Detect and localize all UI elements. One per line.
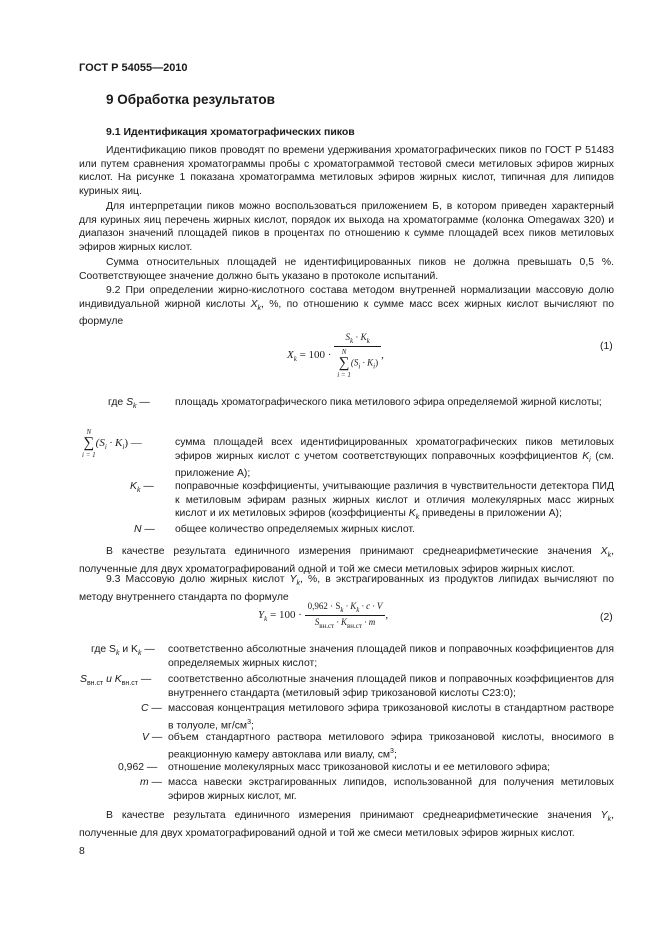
paragraph-interpretation: Для интерпретации пиков можно воспользоваться приложением Б, в котором приведен характерный для куриных яиц перечень жирных кислот, порядок их выхода на хроматограмме (колонка Omegawax 320) и диапазон значений площадей пиков в процентах по отношению к сумме площадей всех пиков метиловых эфиров жирных кислот. xyxy=(79,201,614,253)
sum-symbol: N ∑ i = 1 xyxy=(337,347,351,379)
paragraph-result-1: В качестве результата единичного измерения принимают среднеарифметические значения $X_k$, полученные для двух хроматографирований одной и той же смеси метиловых эфиров жирных кислот. xyxy=(79,546,614,575)
paragraph-unidentified: Сумма относительных площадей не идентифицированных пиков не должна превышать 0,5 %. Соответствующее значение должно быть указано в протоколе испытаний. xyxy=(79,257,614,282)
formula-1-fraction: $S_k \cdot K_k$ N ∑ i = 1 $(S_i \cdot K_i)$ xyxy=(334,332,381,379)
definition-n: N — общее количество определяемых жирных кислот. xyxy=(134,524,415,535)
section-title: 9 Обработка результатов xyxy=(106,92,275,107)
subsection-title: 9.1 Идентификация хроматографических пиков xyxy=(106,126,355,138)
definition-sk-kk: где $S_k$ и $K_k$ — соответственно абсолютные значения площадей пиков и поправочных коэффициентов для определяемых жирных кислот; xyxy=(91,644,614,669)
formula-2-fraction: $\frac{0,962 \cdot S_k \cdot K_k \cdot c \cdot V}{S_{вн.ст} \cdot K_{вн.ст} \cdot m}$ xyxy=(305,601,386,630)
definition-kk: $K_k$ — поправочные коэффициенты, учитывающие различия в чувствительности детектора ПИД к метиловым эфирам разных жирных кислот и отличия молекулярных масс жирных кислот и их метиловых эфиров (коэффициенты $K_k$ приведены в приложении А); xyxy=(130,481,614,522)
paragraph-result-2: В качестве результата единичного измерения принимают среднеарифметические значения $Y_k$, полученные для двух хроматографирований одной и той же смеси метиловых эфиров жирных кислот. xyxy=(79,810,614,839)
paragraph-internal-standard: 9.3 Массовую долю жирных кислот $Y_k$, %, в экстрагированных из продуктов липидах вычисляют по методу внутреннего стандарта по формуле xyxy=(79,574,614,603)
definition-sum: N ∑ i = 1 $(S_i \cdot K_i)$ — сумма площадей всех идентифицированных хроматографических пиков метиловых эфиров жирных кислот с учетом соответствующих поправочных коэффициентов $K_i$ (см. приложение А); xyxy=(82,428,614,480)
paragraph-identification: Идентификацию пиков проводят по времени удерживания хроматографических пиков по ГОСТ Р 51483 или путем сравнения хроматограммы пробы с хроматограммой тестовой смеси метиловых эфиров жирных кислот. На рисунке 1 показана хроматограмма метиловых эфиров жирных кислот, типичная для липидов куриных яиц. xyxy=(79,145,614,197)
equation-number-1: (1) xyxy=(600,341,613,352)
page-number: 8 xyxy=(79,846,85,857)
standard-header: ГОСТ Р 54055—2010 xyxy=(79,62,188,74)
definition-s-k-internal: $S_{вн.ст}$ и $K_{вн.ст}$ — соответственно абсолютные значения площадей пиков и поправочных коэффициентов для внутреннего стандарта (метиловый эфир трикозановой кислоты С23:0); xyxy=(80,674,614,699)
formula-2: $Y_k = 100$ · $\frac{0,962 \cdot S_k \cdot K_k \cdot c \cdot V}{S_{вн.ст} \cdot K_{вн.ст} \cdot m}$ , xyxy=(258,601,389,630)
equation-number-2: (2) xyxy=(600,612,613,623)
definition-m: m — масса навески экстрагированных липидов, использованной для получения метиловых эфиров жирных кислот, мг. xyxy=(140,777,614,802)
formula-1: $X_k = 100$ · $S_k \cdot K_k$ N ∑ i = 1 $(S_i \cdot K_i)$ , xyxy=(287,332,384,379)
definition-v: V — объем стандартного раствора метилового эфира трикозановой кислоты, вносимого в реакционную камеру автоклава или виалу, $см^3$; xyxy=(142,732,614,761)
definition-c: C — массовая концентрация метилового эфира трикозановой кислоты в стандартном растворе в толуоле, $мг/см^3$; xyxy=(141,703,614,732)
definition-sk: где $S_k$ — площадь хроматографического пика метилового эфира определяемой жирной кислоты; xyxy=(108,397,602,411)
definition-ratio: 0,962 — отношение молекулярных масс трикозановой кислоты и ее метилового эфира; xyxy=(118,762,551,773)
paragraph-normalization: 9.2 При определении жирно-кислотного состава методом внутренней нормализации массовую долю индивидуальной жирной кислоты $X_k$, %, по отношению к сумме масс всех жирных кислот вычисляют по формуле xyxy=(79,285,614,328)
